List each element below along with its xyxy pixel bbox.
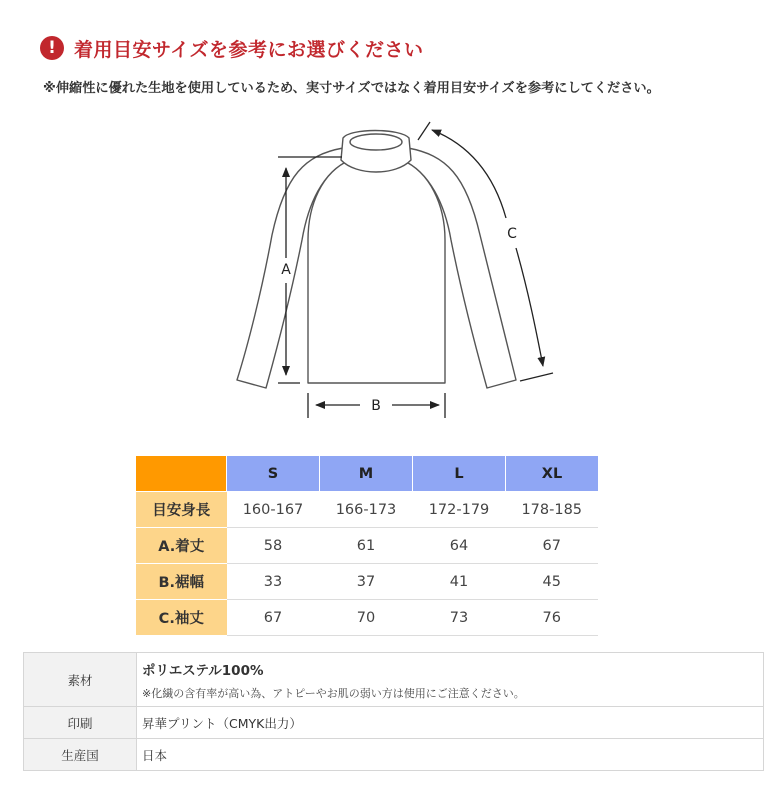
label-b: B [371,398,381,414]
cell: 58 [227,528,320,564]
spec-label: 印刷 [24,707,137,739]
spec-value: 昇華プリント（CMYK出力） [137,707,764,739]
col-m: M [320,456,413,492]
cell: 172-179 [413,492,506,528]
cell: 64 [413,528,506,564]
spec-label: 素材 [24,653,137,707]
spec-row-print [24,707,764,739]
cell: 70 [320,600,413,636]
cell: 160-167 [227,492,320,528]
cell: 67 [506,528,599,564]
col-s: S [227,456,320,492]
heading [40,33,423,63]
col-l: L [413,456,506,492]
col-xl: XL [506,456,599,492]
exclamation-icon: ! [40,36,64,60]
table-row [136,564,598,600]
spec-value [137,653,764,707]
shirt-outline [237,131,516,389]
size-header-row [136,456,598,492]
cell: 67 [227,600,320,636]
label-c: C [507,226,517,242]
cell: 45 [506,564,599,600]
table-row [136,600,598,636]
cell: 178-185 [506,492,599,528]
cell: 41 [413,564,506,600]
shirt-measurement-diagram [220,110,560,430]
table-row [136,528,598,564]
cell: 33 [227,564,320,600]
page-title: 着用目安サイズを参考にお選びください [74,38,424,61]
spec-table [23,652,764,771]
cell: 166-173 [320,492,413,528]
cell: 73 [413,600,506,636]
label-a: A [281,262,291,278]
cell: 76 [506,600,599,636]
spec-label: 生産国 [24,739,137,771]
spec-value: 日本 [137,739,764,771]
row-header: A.着丈 [136,528,227,564]
spec-row-material [24,653,764,707]
row-header: C.袖丈 [136,600,227,636]
material-note: ※化繊の含有率が高い為、アトピーやお肌の弱い方は使用にご注意ください。 [142,686,525,700]
table-row [136,492,598,528]
row-header: B.裾幅 [136,564,227,600]
row-header: 目安身長 [136,492,227,528]
cell: 61 [320,528,413,564]
size-note: ※伸縮性に優れた生地を使用しているため、実寸サイズではなく着用目安サイズを参考にしてください。 [43,81,660,96]
corner-cell [136,456,227,492]
size-table [136,456,598,636]
spec-row-origin [24,739,764,771]
material-name: ポリエステル100% [142,662,264,679]
cell: 37 [320,564,413,600]
